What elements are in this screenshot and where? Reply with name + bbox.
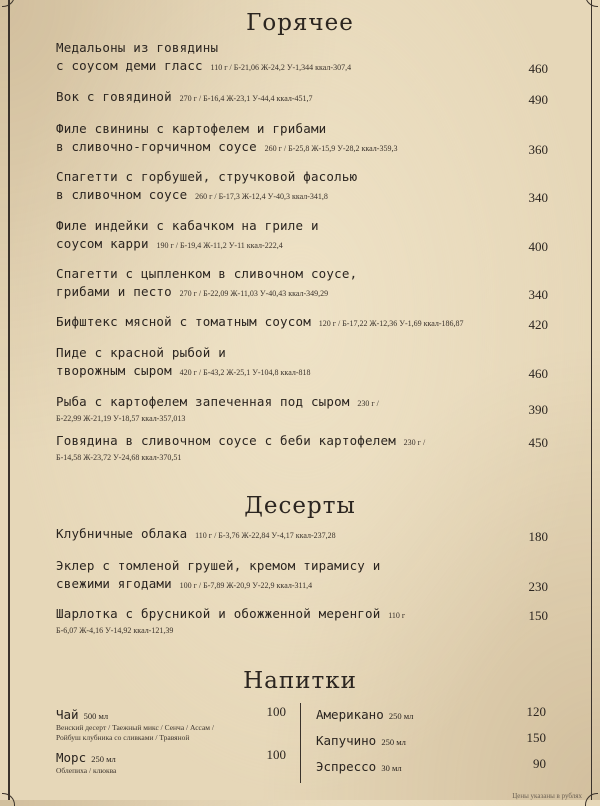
item-name: свежими ягодами (56, 576, 172, 591)
item-price: 460 (528, 366, 548, 381)
drink-name: Морс (56, 750, 87, 765)
item-price: 360 (528, 142, 548, 157)
menu-item (56, 525, 548, 545)
section-title-drinks: Напитки (243, 668, 357, 694)
item-name: Говядина в сливочном соусе с беби картофелем (56, 433, 396, 448)
menu-item (56, 265, 548, 303)
price-footnote: Цены указаны в рублях (512, 792, 582, 800)
drink-name: Эспрессо (316, 759, 377, 774)
item-nutrition: Б-6,07 Ж-4,16 У-14,92 ккал-121,39 (56, 626, 174, 635)
menu-item (56, 432, 548, 463)
item-nutrition: 230 г / (357, 399, 379, 408)
item-name: Рыба с картофелем запеченная под сыром (56, 394, 350, 409)
item-price: 340 (528, 190, 548, 205)
item-price: 490 (528, 92, 548, 107)
item-nutrition: 270 г / Б-22,09 Ж-11,03 У-40,43 ккал-349,29 (179, 289, 329, 298)
drink-volume: 250 мл (388, 711, 414, 721)
item-price: 230 (528, 579, 548, 594)
item-nutrition: 260 г / Б-17,3 Ж-12,4 У-40,3 ккал-341,8 (195, 192, 328, 201)
drink-name: Капучино (316, 733, 377, 748)
drink-price: 150 (526, 730, 546, 745)
item-price: 450 (528, 435, 548, 450)
drink-item (316, 756, 546, 775)
item-name: Бифштекс мясной с томатным соусом (56, 314, 311, 329)
item-name: Филе индейки с кабачком на гриле и (56, 218, 319, 233)
item-price: 460 (528, 61, 548, 76)
menu-item (56, 168, 548, 206)
menu-item (56, 217, 548, 255)
item-nutrition: Б-22,99 Ж-21,19 У-18,57 ккал-357,013 (56, 414, 186, 423)
item-nutrition: 110 г / Б-21,06 Ж-24,2 У-1,344 ккал-307,4 (210, 63, 352, 72)
frame-corner-ornament (585, 0, 598, 7)
section-title-desserts: Десерты (244, 493, 356, 519)
menu-item (56, 605, 548, 636)
drink-volume: 500 мл (83, 711, 109, 721)
menu-item (56, 344, 548, 382)
item-name: грибами и песто (56, 284, 172, 299)
item-name: в сливочно-горчичном соусе (56, 139, 257, 154)
item-nutrition: 260 г / Б-25,8 Ж-15,9 У-28,2 ккал-359,3 (264, 144, 398, 153)
item-name: Пиде с красной рыбой и (56, 345, 226, 360)
item-nutrition: Б-14,58 Ж-23,72 У-24,68 ккал-370,51 (56, 453, 182, 462)
item-nutrition: 110 г / Б-3,76 Ж-22,84 У-4,17 ккал-237,28 (195, 531, 336, 540)
menu-item (56, 120, 548, 158)
item-name: с соусом деми гласс (56, 58, 203, 73)
drink-name: Чай (56, 707, 79, 722)
item-name: творожным сыром (56, 363, 172, 378)
item-price: 340 (528, 287, 548, 302)
drink-item (56, 747, 286, 776)
item-name: Спагетти с цыпленком в сливочном соусе, (56, 266, 358, 281)
drink-options: Ройбуш клубника со сливками / Травяной (56, 733, 190, 742)
drink-price: 100 (266, 747, 286, 762)
item-name: Филе свинины с картофелем и грибами (56, 121, 327, 136)
item-price: 420 (528, 317, 548, 332)
item-nutrition: 120 г / Б-17,22 Ж-12,36 У-1,69 ккал-186,87 (318, 319, 464, 328)
item-price: 180 (528, 529, 548, 544)
menu-item (56, 313, 548, 333)
item-name: Клубничные облака (56, 526, 188, 541)
drink-price: 90 (533, 756, 546, 771)
drinks-divider (300, 703, 301, 783)
drink-options: Венский десерт / Таежный микс / Сенча / Ассам / (56, 723, 215, 732)
item-price: 400 (528, 239, 548, 254)
menu-item (56, 88, 548, 108)
item-name: в сливочном соусе (56, 187, 188, 202)
item-price: 390 (528, 402, 548, 417)
section-title-hot: Горячее (246, 10, 354, 36)
menu-item (56, 39, 548, 77)
menu-item (56, 557, 548, 595)
item-name: Спагетти с горбушей, стручковой фасолью (56, 169, 358, 184)
drink-volume: 250 мл (91, 754, 116, 764)
drink-volume: 30 мл (381, 763, 402, 773)
item-name: соусом карри (56, 236, 149, 251)
drink-name: Американо (316, 707, 384, 722)
item-nutrition: 190 г / Б-19,4 Ж-11,2 У-11 ккал-222,4 (156, 241, 283, 250)
menu-item (56, 393, 548, 424)
drink-item (56, 704, 286, 743)
item-name: Медальоны из говядины (56, 40, 219, 55)
drink-price: 120 (526, 704, 546, 719)
item-name: Эклер с томленой грушей, кремом тирамису и (56, 558, 381, 573)
drink-price: 100 (266, 704, 286, 719)
drink-item (316, 730, 546, 749)
item-nutrition: 270 г / Б-16,4 Ж-23,1 У-44,4 ккал-451,7 (179, 94, 313, 103)
item-price: 150 (528, 608, 548, 623)
item-name: Шарлотка с брусникой и обожженной меренгой (56, 606, 381, 621)
item-name: Вок с говядиной (56, 89, 172, 104)
drink-options: Облепиха / клюква (56, 766, 117, 775)
drink-item (316, 704, 546, 723)
item-nutrition: 420 г / Б-43,2 Ж-25,1 У-104,8 ккал-818 (179, 368, 311, 377)
drink-volume: 250 мл (381, 737, 406, 747)
item-nutrition: 230 г / (403, 438, 426, 447)
item-nutrition: 100 г / Б-7,89 Ж-20,9 У-22,9 ккал-311,4 (179, 581, 313, 590)
item-nutrition: 110 г (388, 611, 406, 620)
